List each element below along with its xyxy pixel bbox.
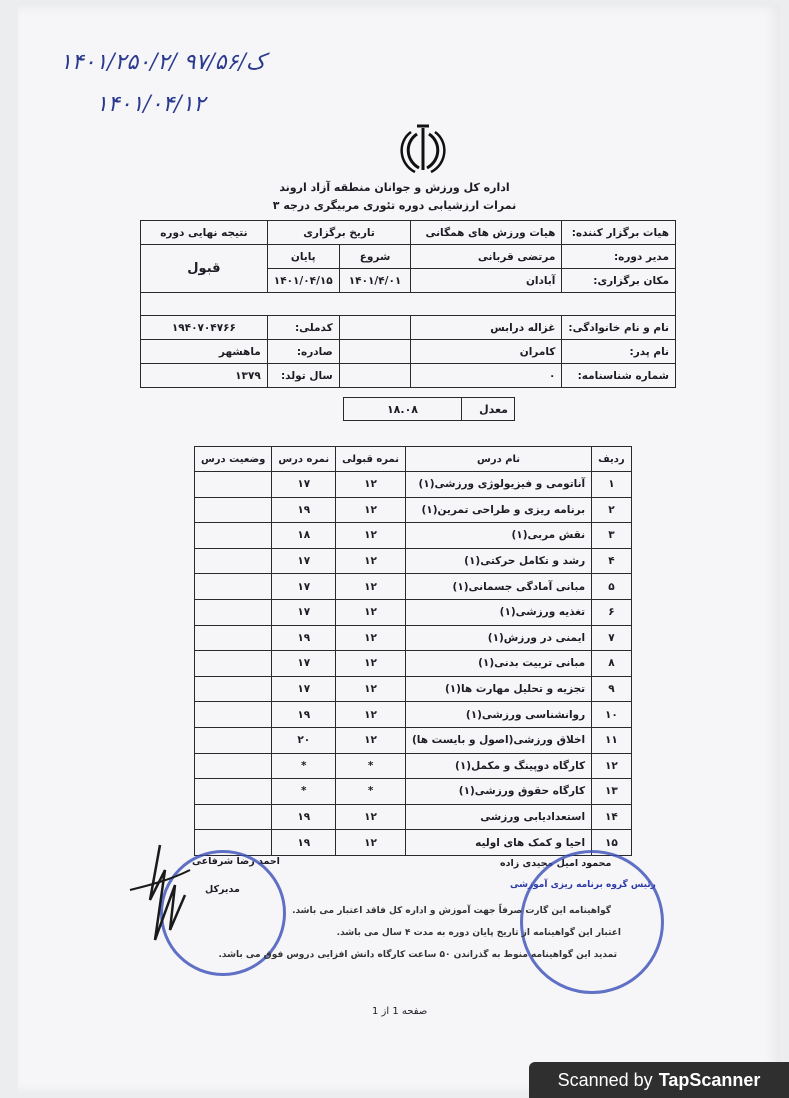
name-label: نام و نام خانوادگی:	[562, 316, 676, 340]
col-course-status: وضعیت درس	[195, 447, 272, 472]
course-name: نقش مربی(۱)	[405, 523, 591, 549]
row-number: ۱	[592, 472, 632, 498]
course-status	[195, 804, 272, 830]
row-number: ۱۴	[592, 804, 632, 830]
empty-cell	[339, 340, 411, 364]
spacer-row	[141, 293, 676, 316]
handwritten-date: ۱۴۰۱/۰۴/۱۲	[96, 92, 206, 117]
table-row	[195, 523, 632, 549]
table-row	[195, 599, 632, 625]
note-3: تمدید این گواهینامه منوط به گذراندن ۵۰ ساعت کارگاه دانش افزایی دروس فوق می باشد.	[218, 950, 617, 960]
row-number: ۱۵	[592, 830, 632, 856]
left-signer-name: احمد رضا شرفاعی	[192, 856, 280, 867]
left-signature	[120, 840, 200, 950]
pass-score: *	[336, 779, 406, 805]
course-name: ایمنی در ورزش(۱)	[405, 625, 591, 651]
course-score: *	[272, 753, 336, 779]
col-course-score: نمره درس	[272, 447, 336, 472]
col-row-number: ردیف	[592, 447, 632, 472]
course-status	[195, 523, 272, 549]
course-status	[195, 574, 272, 600]
course-score: ۱۹	[272, 625, 336, 651]
result-value: قبول	[141, 245, 268, 293]
pass-score: ۱۲	[336, 830, 406, 856]
result-label: نتیجه نهایی دوره	[141, 221, 268, 245]
course-name: آناتومی و فیزیولوژی ورزشی(۱)	[405, 472, 591, 498]
pass-score: ۱۲	[336, 523, 406, 549]
table-row	[195, 548, 632, 574]
pass-score: ۱۲	[336, 702, 406, 728]
course-name: روانشناسی ورزشی(۱)	[405, 702, 591, 728]
code-label: کدملی:	[267, 316, 339, 340]
table-row	[195, 497, 632, 523]
handwritten-reference: ۱۴۰۱/۲۵۰/۲/ ک/۹۷/۵۶	[60, 50, 266, 75]
course-score: *	[272, 779, 336, 805]
watermark-brand: TapScanner	[658, 1069, 761, 1090]
course-score: ۱۷	[272, 676, 336, 702]
course-name: رشد و تکامل حرکتی(۱)	[405, 548, 591, 574]
name-value: غزاله درابس	[411, 316, 562, 340]
start-label: شروع	[339, 245, 411, 269]
table-row	[195, 676, 632, 702]
organizer-value: هیات ورزش های همگانی	[411, 221, 562, 245]
course-name: مبانی تربیت بدنی(۱)	[405, 651, 591, 677]
row-number: ۷	[592, 625, 632, 651]
pass-score: ۱۲	[336, 727, 406, 753]
table-row	[195, 574, 632, 600]
pass-score: ۱۲	[336, 548, 406, 574]
course-score: ۱۹	[272, 830, 336, 856]
course-name: کارگاه حقوق ورزشی(۱)	[405, 779, 591, 805]
pass-score: ۱۲	[336, 804, 406, 830]
course-status	[195, 779, 272, 805]
course-name: استعدادیابی ورزشی	[405, 804, 591, 830]
row-number: ۸	[592, 651, 632, 677]
course-score: ۱۹	[272, 497, 336, 523]
course-name: برنامه ریزی و طراحی تمرین(۱)	[405, 497, 591, 523]
table-row	[195, 625, 632, 651]
average-label: معدل	[462, 398, 515, 421]
scanner-watermark	[529, 1062, 789, 1098]
course-score: ۱۸	[272, 523, 336, 549]
course-name: مبانی آمادگی جسمانی(۱)	[405, 574, 591, 600]
course-status	[195, 599, 272, 625]
watermark-prefix: Scanned by	[557, 1069, 653, 1090]
course-score: ۱۷	[272, 651, 336, 677]
table-row	[195, 753, 632, 779]
course-status	[195, 651, 272, 677]
row-number: ۱۱	[592, 727, 632, 753]
table-row	[195, 727, 632, 753]
row-number: ۳	[592, 523, 632, 549]
issued-value: ماهشهر	[141, 340, 268, 364]
empty-cell	[339, 316, 411, 340]
row-number: ۴	[592, 548, 632, 574]
org-title: اداره کل ورزش و جوانان منطقه آزاد اروند	[279, 181, 510, 194]
course-status	[195, 472, 272, 498]
row-number: ۲	[592, 497, 632, 523]
empty-cell	[339, 364, 411, 388]
row-number: ۱۰	[592, 702, 632, 728]
course-status	[195, 548, 272, 574]
organizer-label: هیات برگزار کننده:	[562, 221, 676, 245]
course-name: تغذیه ورزشی(۱)	[405, 599, 591, 625]
course-status	[195, 497, 272, 523]
end-date: ۱۴۰۱/۰۴/۱۵	[267, 269, 339, 293]
pass-score: ۱۲	[336, 651, 406, 677]
course-score: ۱۷	[272, 548, 336, 574]
birth-value: ۱۳۷۹	[141, 364, 268, 388]
course-name: تجزیه و تحلیل مهارت ها(۱)	[405, 676, 591, 702]
left-signer-title: مدیرکل	[205, 884, 240, 895]
row-number: ۱۳	[592, 779, 632, 805]
course-status	[195, 625, 272, 651]
average-table	[343, 397, 515, 421]
place-label: مکان برگزاری:	[562, 269, 676, 293]
father-label: نام پدر:	[562, 340, 676, 364]
course-score: ۱۷	[272, 574, 336, 600]
right-signer-name: محمود امیل مجیدی زاده	[500, 858, 612, 869]
pass-score: ۱۲	[336, 497, 406, 523]
pass-score: ۱۲	[336, 625, 406, 651]
father-value: کامران	[411, 340, 562, 364]
col-pass-score: نمره قبولی	[336, 447, 406, 472]
pass-score: ۱۲	[336, 472, 406, 498]
row-number: ۱۲	[592, 753, 632, 779]
table-row	[195, 702, 632, 728]
course-status	[195, 676, 272, 702]
course-name: اخلاق ورزشی(اصول و بایست ها)	[405, 727, 591, 753]
course-score: ۱۷	[272, 472, 336, 498]
course-status	[195, 702, 272, 728]
course-name: کارگاه دوپینگ و مکمل(۱)	[405, 753, 591, 779]
date-label: تاریخ برگزاری	[267, 221, 411, 245]
table-row	[195, 779, 632, 805]
director-value: مرتضی قربانی	[411, 245, 562, 269]
start-date: ۱۴۰۱/۴/۰۱	[339, 269, 411, 293]
row-number: ۹	[592, 676, 632, 702]
pass-score: ۱۲	[336, 574, 406, 600]
info-table	[140, 220, 676, 388]
grades-table	[194, 446, 632, 856]
course-score: ۱۹	[272, 804, 336, 830]
pass-score: ۱۲	[336, 599, 406, 625]
course-status	[195, 727, 272, 753]
col-course-name: نام درس	[405, 447, 591, 472]
document-title: نمرات ارزشیابی دوره تئوری مربیگری درجه ۳	[272, 199, 517, 212]
birth-label: سال تولد:	[267, 364, 339, 388]
row-number: ۵	[592, 574, 632, 600]
row-number: ۶	[592, 599, 632, 625]
code-value: ۱۹۴۰۷۰۴۷۶۶	[141, 316, 268, 340]
table-row	[195, 651, 632, 677]
page-number: صفحه 1 از 1	[372, 1006, 428, 1017]
course-status	[195, 753, 272, 779]
pass-score: ۱۲	[336, 676, 406, 702]
id-label: شماره شناسنامه:	[562, 364, 676, 388]
right-signer-title: رئیس گروه برنامه ریزی آموزشی	[510, 880, 656, 890]
course-score: ۱۹	[272, 702, 336, 728]
table-row	[195, 804, 632, 830]
average-value: ۱۸.۰۸	[344, 398, 462, 421]
course-score: ۲۰	[272, 727, 336, 753]
note-1: گواهینامه این گارت صرفاً جهت آموزش و اداره کل فاقد اعتبار می باشد.	[292, 906, 611, 916]
course-name: احیا و کمک های اولیه	[405, 830, 591, 856]
table-row	[195, 472, 632, 498]
course-score: ۱۷	[272, 599, 336, 625]
iran-emblem-icon	[395, 124, 451, 176]
director-label: مدیر دوره:	[562, 245, 676, 269]
place-value: آبادان	[411, 269, 562, 293]
pass-score: *	[336, 753, 406, 779]
right-official-seal	[520, 850, 664, 994]
end-label: پایان	[267, 245, 339, 269]
issued-label: صادره:	[267, 340, 339, 364]
note-2: اعتبار این گواهینامه از تاریخ پایان دوره به مدت ۴ سال می باشد.	[336, 928, 621, 938]
id-value: ۰	[411, 364, 562, 388]
table-row	[195, 830, 632, 856]
